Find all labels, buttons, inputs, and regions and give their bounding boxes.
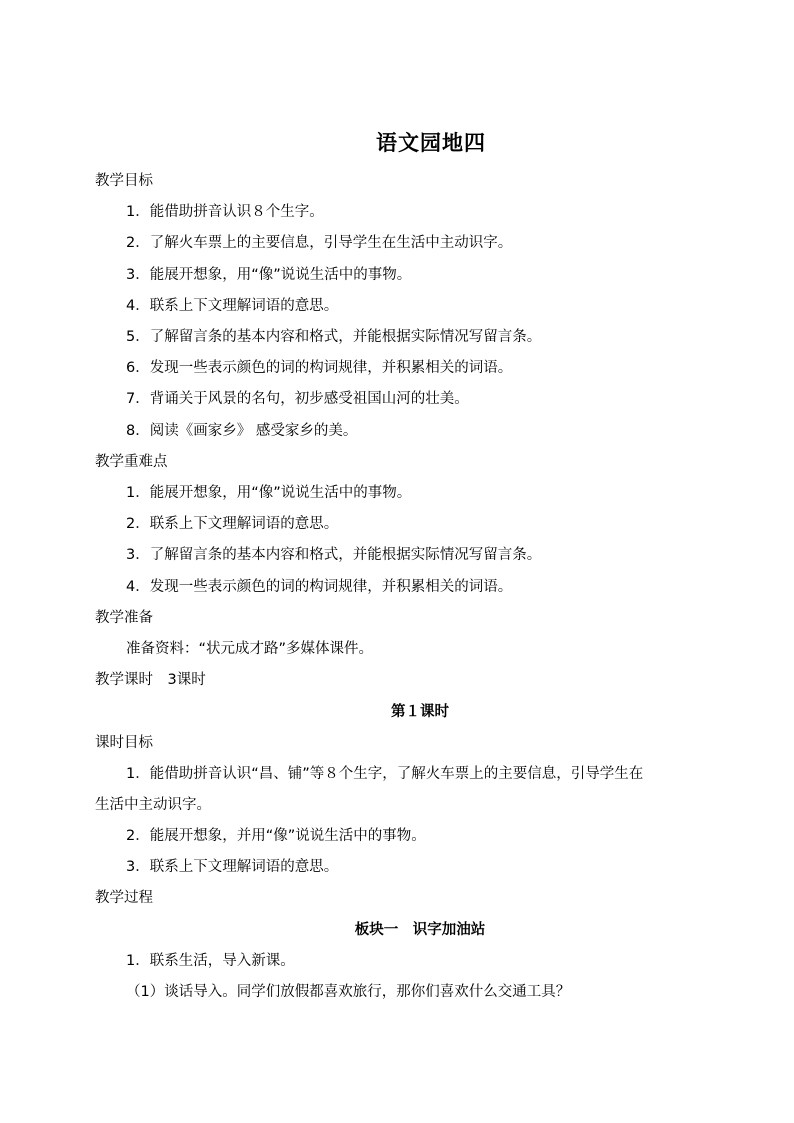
teaching-goal-item: 5．了解留言条的基本内容和格式，并能根据实际情况写留言条。 [126, 329, 542, 345]
lesson-goal-item: 3．联系上下文理解词语的意思。 [126, 859, 339, 875]
key-point-item: 4．发现一些表示颜色的词的构词规律，并积累相关的词语。 [126, 579, 513, 595]
teaching-goal-item: 7．背诵关于风景的名句，初步感受祖国山河的壮美。 [126, 391, 469, 407]
block-title: 板块一 识字加油站 [354, 921, 486, 938]
process-step: 1．联系生活，导入新课。 [126, 953, 295, 969]
document-title: 语文园地四 [376, 130, 486, 155]
class-hours: 教学课时 3课时 [95, 672, 206, 688]
lesson-goals-heading: 课时目标 [95, 735, 153, 751]
preparation-heading: 教学准备 [95, 610, 153, 626]
teaching-goal-item: 8．阅读《画家乡》 感受家乡的美。 [126, 423, 358, 439]
key-point-item: 1．能展开想象，用“像”说说生活中的事物。 [126, 485, 412, 501]
key-point-item: 3．了解留言条的基本内容和格式，并能根据实际情况写留言条。 [126, 547, 542, 563]
process-substep: （1）谈话导入。同学们放假都喜欢旅行，那你们喜欢什么交通工具？ [126, 984, 571, 1000]
teaching-goal-item: 1．能借助拼音认识８个生字。 [126, 204, 324, 220]
lesson-goal-item: 2．能展开想象，并用“像”说说生活中的事物。 [126, 828, 426, 844]
teaching-goal-item: 2．了解火车票上的主要信息，引导学生在生活中主动识字。 [126, 235, 513, 251]
teaching-goal-item: 4．联系上下文理解词语的意思。 [126, 298, 339, 314]
teaching-goal-item: 6．发现一些表示颜色的词的构词规律，并积累相关的词语。 [126, 360, 513, 376]
lesson-goal-item-continued: 生活中主动识字。 [95, 797, 211, 813]
process-heading: 教学过程 [95, 890, 153, 906]
key-points-heading: 教学重难点 [95, 454, 168, 470]
teaching-goals-heading: 教学目标 [95, 173, 153, 189]
lesson-1-title: 第１课时 [391, 703, 449, 720]
key-point-item: 2．联系上下文理解词语的意思。 [126, 516, 339, 532]
lesson-goal-item: 1．能借助拼音认识“昌、铺”等８个生字，了解火车票上的主要信息，引导学生在 [126, 766, 644, 782]
preparation-text: 准备资料：“状元成才路”多媒体课件。 [126, 641, 374, 657]
teaching-goal-item: 3．能展开想象，用“像”说说生活中的事物。 [126, 267, 412, 283]
